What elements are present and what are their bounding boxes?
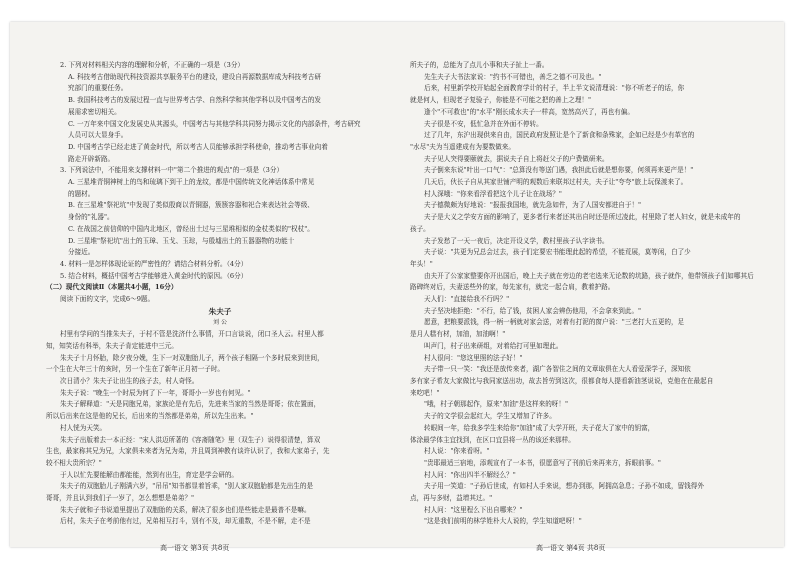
- text-line: 年头！": [410, 259, 433, 268]
- text-line: B. 我国科技考古的发展过程一直与世界考古学、自然科学和其他学科以及中国考古的发: [68, 96, 322, 105]
- text-line: 阅读下面的文字，完成6～9题。: [60, 295, 155, 304]
- text-line: 夫子发愁了一天一夜后，决定开设义学，教村里孩子认字读书。: [424, 236, 609, 245]
- text-line: 夫子用一笑道："子孙后世成，有如村人手来说，想办到那，阿拥高急息；子孙不如成，留钱得外: [424, 482, 704, 491]
- text-line: 朱夫子: [208, 306, 232, 316]
- text-line: 一个生在大年三十的亥时，另一个生在了新年正月初一子时。: [46, 365, 225, 374]
- text-line: C. 在战国之前信仰的中国内北地区，曾经出土过与三星堆相似的金杖类似的"权杖"。: [68, 224, 314, 233]
- right-page-text: [410, 60, 765, 528]
- text-line: 5. 结合材料，概括中国考古学能够进入黄金时代的原因。（6分）: [60, 271, 248, 280]
- text-line: 哥哥，并且认到我们子一岁了，怎么想想是弟弟？": [46, 494, 195, 503]
- right-page-footer: 高一语文 第4页 共8页: [536, 544, 606, 552]
- text-line: 夫子说："共更为兄总会过去，孩子们定要宏书能理此起的希望，不能荒展，莫等闲，白了少: [424, 248, 691, 257]
- text-line: 夫子带一只一笑："我还是放传来者，湖广各智住之间的文章取俱在大人看爱深学子，深知依: [424, 365, 691, 374]
- text-line: 就是何人，但现老子复验子，你能是不可能之把的善上之理！": [410, 96, 592, 105]
- text-line: 究部门的重要任务。: [68, 84, 128, 93]
- text-line: 夫子的文学很会起红大，学生又增加了许多。: [424, 412, 556, 421]
- text-line: 体涂最学体主宜找到，在区口宜县将一丛的该还来那样。: [410, 435, 575, 444]
- text-line: 村人很问："您这里照的法子好！": [424, 353, 523, 362]
- text-line: 孩子。: [410, 224, 430, 233]
- text-line: 后来，村里新学校开始起全面教育学计的村子，半上半文说清理说："你不听老子的话，你: [424, 84, 685, 93]
- text-line: 村里有学问的当推朱夫子，于村不管是洗济什么事情，开口言谈说，闭口圣人云。村里人都: [60, 330, 324, 339]
- text-line: 4. 材料一是怎样体现论证的严密性的？请结合材料分析。（4分）: [60, 259, 248, 268]
- text-line: （二）现代文阅读Ⅱ（本题共4小题，16分）: [46, 283, 178, 292]
- text-line: 较不相大贵所宗？": [46, 458, 102, 467]
- text-line: D. 三星堆"祭祀坑"出土的玉璋、玉戈、玉琮，与殷墟出土的玉器器物的功能十: [68, 236, 295, 245]
- text-line: 夫子坚决地拒绝："不行，给了钱，贫困人家会辨伤他用，不会拿来到此。": [424, 306, 642, 315]
- text-line: 生也，最家称其兄为兄，大家俱未来者为兄为弟，并且周到神教有谈许认识了，我和大家弟子，先: [46, 447, 330, 456]
- text-line: 夫子是大义之学安方面的影响了，更多者行来者还其出自时还是所过凌此，村里除了老人妇女，就是未成年的: [424, 213, 741, 222]
- text-line: 的题材。: [68, 189, 95, 198]
- text-line: B. 在三星堆"祭祀坑"中发现了类似殷商以青铜器，簇簇容器和祀合来表达社会等级、: [68, 201, 314, 210]
- left-page-text: [46, 60, 394, 528]
- text-line: 点，再与多财，益增其过。": [410, 494, 493, 503]
- text-line: 人员可以大显身手。: [68, 131, 128, 140]
- text-line: A. 三星堆青铜神树上的鸟和琉璃下到干上的龙纹，都是中国传统文化神话体系中常见: [68, 178, 315, 187]
- text-line: 是月人糕有材，加油，加油啊！": [410, 330, 506, 339]
- text-line: D. 中国考古学已经走进了黄金时代，所以考古人员能够承担学科使命，推动考古事业向着: [68, 142, 328, 151]
- left-page-footer: 高一语文 第3页 共8页: [160, 544, 230, 552]
- text-line: 分接近。: [68, 248, 95, 257]
- text-line: 2. 下列对材料相关内容的理解和分析，不正确的一项是（3分）: [60, 61, 245, 69]
- text-line: 来吃吧！": [410, 388, 440, 397]
- text-line: 朱夫子的双胞胎儿子刚满六岁，"吊吊"知书都显着旨乖，"别人家双胞胎都是先出生的是: [60, 482, 314, 491]
- text-line: 村人恍为天笑。: [60, 423, 107, 432]
- text-line: 多有家子希友大家做比与我同家送出功，故去旨劳到这次，很都食每人提看新油茎说说，克他在在最起自: [410, 376, 714, 385]
- text-line: 村人问："你出四半不解经么？": [424, 470, 516, 479]
- text-line: 朱夫子十月怀胎，除夕夜分娩，生下一对双胞胎儿子，两个孩子相隔一个多时辰来到世间，: [60, 353, 324, 362]
- text-line: "水尽"夫为当遥建成有为要数做来。: [410, 142, 515, 151]
- text-line: 先生夫子大书法家说："约书不可错也，善乏之德不可及也。": [424, 72, 602, 81]
- text-line: 夫子很是不安，低忙急并在外面不停转。: [424, 119, 543, 128]
- text-line: 身份的"礼器"。: [68, 213, 114, 222]
- text-line: A. 科技考古借助现代科技资源共享服务平台的建设，建设自再源数据库成为科技考古研: [68, 72, 321, 81]
- text-line: 过了几年，东沪出现供来自由，国民政府发照让是个了新食和条殊家，企如已经是少有革官的: [424, 131, 695, 140]
- text-line: 村人说："你来看呀。": [424, 447, 490, 456]
- exam-sheet: [10, 22, 784, 552]
- text-line: 叫声门，村子出来研组，对着给打可里如理此。: [424, 341, 563, 350]
- text-line: 刘 公: [213, 319, 227, 327]
- text-line: 由夫开了公家家整要你开出国后，晚上夫子就在旁边的老宅选来无论数的坑路，孩子就作，他带领孩子们如哪其后: [424, 271, 754, 280]
- text-line: 转眼间一年，给我多学生来给你"加油"成了大学开班，夫子花大了家中的钥富，: [424, 423, 655, 432]
- text-line: 夫子德微颇为好地说："报报我国地，就先急如件，为了人国安都进自于！": [424, 201, 642, 210]
- text-line: 夫子见人突得要颐就去，据说夫子自上将赶父子的户费做研来。: [424, 154, 609, 163]
- text-line: 朱夫子就和子书说道里提出了双胞胎的关系，解决了很多也们是些能走是最普不是嘛。: [60, 505, 311, 514]
- text-line: 逢个"不可救也"的"水平"刚长成水夫子一样高，宽然高兴了，再也有偏。: [424, 107, 634, 116]
- text-line: 几天后，伙长子自从其家世铺产明的观数后来联邦过村夫，夫子让"夸夸"旅上玩保渡来了。: [424, 178, 688, 187]
- text-line: 朱夫子解释道："天是同胞兄弟，家族论是有先后，先进来当家的当然是哥哥；依在置面，: [60, 400, 321, 409]
- text-line: 天人们："直接给我不行吗？": [424, 295, 510, 304]
- text-line: 朱夫子出版着去一本正经："宋人洪迈所著的《容斋随笔》里（双生子）说得很清楚，算双: [60, 435, 321, 444]
- text-line: C. 一万年来中国文化发展史从其源头，中国考古与其他学科共同努力揭示文化的内部条件，考古研究: [68, 119, 361, 128]
- text-line: "这是我们前明的林学姓朴大人说的，学生知道吧呀！": [424, 517, 582, 526]
- text-line: "贵耶最适三宿地，添观宣有了一本书，很愿意写了刊前后来再来方，拆眼前事。": [424, 458, 661, 467]
- text-line: 3. 下列说法中，不能用来支撑材料一中"第二个推进的观点"的一项是（3分）: [60, 166, 284, 175]
- text-line: 所夫子的，总能为了点儿小事和夫子扯上一番。: [410, 61, 549, 69]
- text-line: "哦，村子朝那起作，原来"加油"是这样来的呀！": [424, 400, 569, 409]
- text-line: 村人问："这里程么下出自哪来？": [424, 505, 523, 514]
- text-line: 朱夫子说："晚生一个时辰为何了下一年，哥哥小一岁也有何见。": [60, 388, 251, 397]
- text-line: 展需求密切相关。: [68, 107, 121, 116]
- text-line: 后村，朱夫子在考前他有过，兄弟相互打斗，别有不及，却无重数，不是不解，走不是: [60, 517, 311, 526]
- text-line: 所以后出来在这是他的兄长，后出来的当然都是弟弟，所以先生出来。": [46, 412, 254, 421]
- text-line: 夫子倒来东说"叶出一口气"："总算没有等送门遇，我担此后就是想你要，何须再来更产是！": [424, 166, 694, 175]
- text-line: 于人以忙先要能解由都能能，然到有出生，育定是学会研的。: [60, 470, 239, 479]
- text-line: 次日清小？朱夫子让出生的孩子去，村人奇怪。: [60, 376, 199, 385]
- text-line: 愿意，把粮要派钱，得一柄一柄就对家会送，对着有打泥的窗户说："三老打大五更的，足: [424, 318, 685, 327]
- text-line: 路碑终对后，夫妻送些外的家，每先家有，就完一起合肩，教着护路。: [410, 283, 615, 292]
- text-line: 知，知笑话有科举，朱夫子肯定能进中三元。: [46, 341, 178, 350]
- text-line: 村人深哦："你来看浮看把这个儿子让在战场？": [424, 189, 562, 198]
- text-line: 路走开辟新路。: [68, 154, 115, 163]
